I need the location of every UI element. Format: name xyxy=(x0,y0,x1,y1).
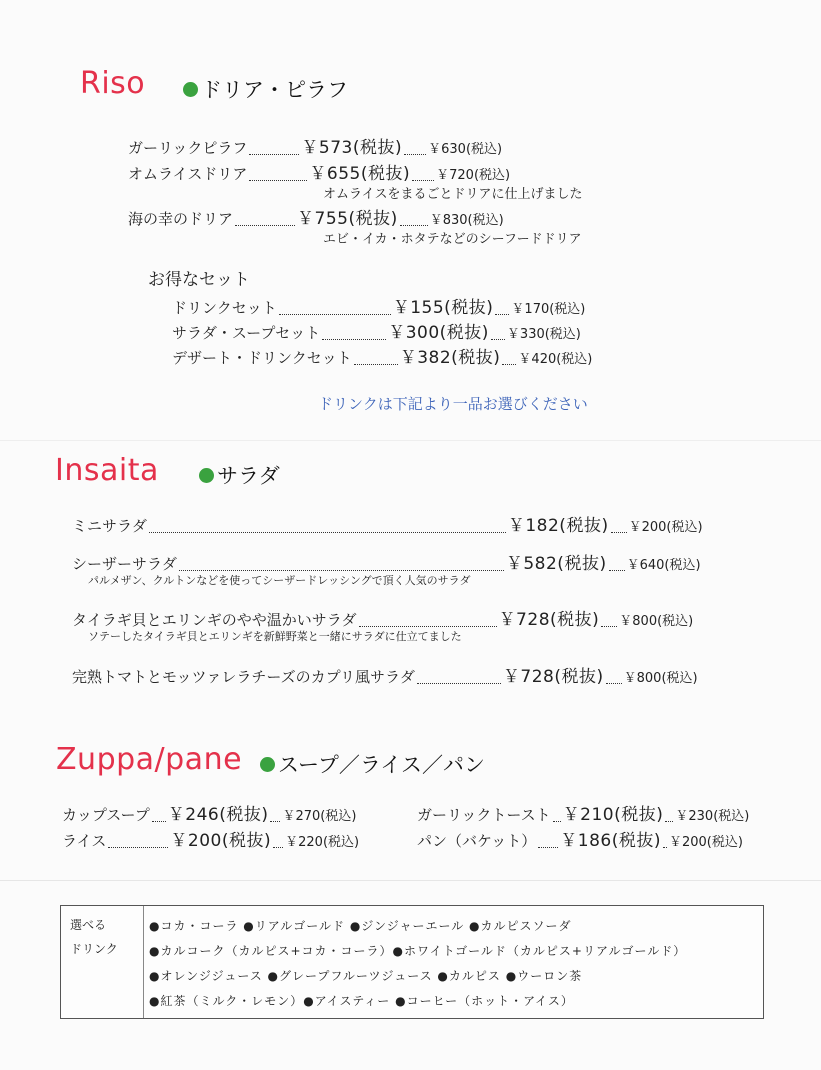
leader-dots xyxy=(249,154,299,155)
item-name: ライス xyxy=(62,832,107,850)
riso-subtitle-text: ドリア・ピラフ xyxy=(201,78,348,102)
item-name: ガーリックトースト xyxy=(417,806,551,824)
price-excl-tax: ￥655(税抜) xyxy=(309,164,411,184)
item-name: 完熟トマトとモッツァレラチーズのカプリ風サラダ xyxy=(72,668,415,686)
price-excl-tax: ￥246(税抜) xyxy=(167,805,269,825)
drink-select-note: ドリンクは下記より一品お選びください xyxy=(318,395,588,413)
drink-list-line: ●紅茶（ミルク・レモン）●アイスティー ●コーヒー（ホット・アイス） xyxy=(149,994,574,1008)
menu-item xyxy=(72,549,701,574)
menu-item xyxy=(128,159,510,184)
price-excl-tax: ￥155(税抜) xyxy=(392,298,494,318)
leader-dots xyxy=(400,225,428,226)
item-name: デザート・ドリンクセット xyxy=(172,349,352,367)
price-excl-tax: ￥210(税抜) xyxy=(562,805,664,825)
price-incl-tax: ￥800(税込) xyxy=(619,614,694,629)
leader-dots xyxy=(412,180,434,181)
menu-item xyxy=(417,800,749,825)
item-description: ソテーしたタイラギ貝とエリンギを新鮮野菜と一緒にサラダに仕立てました xyxy=(88,630,462,643)
price-incl-tax: ￥630(税込) xyxy=(428,142,503,157)
item-name: カップスープ xyxy=(62,806,150,824)
price-incl-tax: ￥170(税込) xyxy=(511,302,586,317)
set-item xyxy=(172,343,592,368)
leader-dots xyxy=(152,821,166,822)
menu-item xyxy=(72,511,703,536)
label-line: ドリンク xyxy=(70,942,118,956)
item-name: 海の幸のドリア xyxy=(128,210,234,228)
item-description: オムライスをまるごとドリアに仕上げました xyxy=(323,187,583,202)
menu-item xyxy=(72,605,693,630)
item-name: シーザーサラダ xyxy=(72,555,177,573)
price-excl-tax: ￥573(税抜) xyxy=(301,138,403,158)
leader-dots xyxy=(354,364,398,365)
item-name: パン（バケット） xyxy=(417,832,537,850)
drink-list-line: ●オレンジジュース ●グレープフルーツジュース ●カルピス ●ウーロン茶 xyxy=(149,969,583,983)
green-dot-icon xyxy=(199,468,214,483)
leader-dots xyxy=(404,154,426,155)
zuppa-subtitle xyxy=(260,749,485,779)
leader-dots xyxy=(108,847,168,848)
item-description: パルメザン、クルトンなどを使ってシーザードレッシングで頂く人気のサラダ xyxy=(88,574,471,587)
zuppa-subtitle-text: スープ／ライス／パン xyxy=(278,753,486,777)
item-description: エビ・イカ・ホタテなどのシーフードドリア xyxy=(323,232,582,247)
insaita-subtitle-text: サラダ xyxy=(217,464,280,488)
menu-item xyxy=(62,826,359,851)
insaita-subtitle xyxy=(199,460,280,490)
price-incl-tax: ￥420(税込) xyxy=(518,352,593,367)
leader-dots xyxy=(665,821,673,822)
drink-list-line: ●カルコーク（カルピス+コカ・コーラ）●ホワイトゴールド（カルピス+リアルゴールド） xyxy=(149,944,687,958)
leader-dots xyxy=(663,847,667,848)
item-name: サラダ・スープセット xyxy=(172,324,321,342)
menu-item xyxy=(62,800,356,825)
leader-dots xyxy=(279,314,391,315)
drink-list-line: ●コカ・コーラ ●リアルゴールド ●ジンジャーエール ●カルピスソーダ xyxy=(149,919,572,933)
item-name: ミニサラダ xyxy=(72,517,147,535)
leader-dots xyxy=(270,821,280,822)
price-excl-tax: ￥382(税抜) xyxy=(399,348,501,368)
set-item xyxy=(172,318,581,343)
leader-dots xyxy=(273,847,283,848)
leader-dots xyxy=(601,626,617,627)
leader-dots xyxy=(359,626,497,627)
leader-dots xyxy=(502,364,516,365)
riso-subtitle xyxy=(183,74,348,104)
green-dot-icon xyxy=(260,757,275,772)
price-incl-tax: ￥830(税込) xyxy=(429,213,504,228)
price-excl-tax: ￥182(税抜) xyxy=(507,516,609,536)
section-divider xyxy=(0,880,821,881)
leader-dots xyxy=(149,532,506,533)
price-excl-tax: ￥582(税抜) xyxy=(505,554,607,574)
section-divider xyxy=(0,440,821,441)
drink-options-table xyxy=(60,905,764,1019)
green-dot-icon xyxy=(183,82,198,97)
price-incl-tax: ￥230(税込) xyxy=(675,809,750,824)
price-incl-tax: ￥200(税込) xyxy=(628,520,703,535)
menu-item xyxy=(128,204,504,229)
insaita-title: Insaita xyxy=(55,453,159,488)
leader-dots xyxy=(235,225,295,226)
price-excl-tax: ￥728(税抜) xyxy=(498,610,600,630)
set-heading: お得なセット xyxy=(148,270,250,290)
leader-dots xyxy=(417,683,501,684)
price-incl-tax: ￥720(税込) xyxy=(436,168,511,183)
menu-item xyxy=(417,826,743,851)
leader-dots xyxy=(495,314,509,315)
leader-dots xyxy=(609,570,625,571)
menu-item xyxy=(72,662,698,687)
price-incl-tax: ￥330(税込) xyxy=(506,327,581,342)
leader-dots xyxy=(611,532,627,533)
price-incl-tax: ￥220(税込) xyxy=(285,835,360,850)
zuppa-title: Zuppa/pane xyxy=(56,742,243,777)
price-excl-tax: ￥755(税抜) xyxy=(297,209,398,229)
set-item xyxy=(172,293,585,318)
leader-dots xyxy=(322,339,386,340)
leader-dots xyxy=(606,683,622,684)
price-excl-tax: ￥200(税抜) xyxy=(170,831,272,851)
price-incl-tax: ￥800(税込) xyxy=(623,671,698,686)
leader-dots xyxy=(538,847,558,848)
item-name: ガーリックピラフ xyxy=(128,139,248,157)
leader-dots xyxy=(553,821,561,822)
price-excl-tax: ￥300(税抜) xyxy=(388,323,489,343)
price-excl-tax: ￥186(税抜) xyxy=(560,831,661,851)
price-excl-tax: ￥728(税抜) xyxy=(502,667,604,687)
menu-item xyxy=(128,133,502,158)
leader-dots xyxy=(491,339,505,340)
label-line: 選べる xyxy=(70,918,107,932)
price-incl-tax: ￥640(税込) xyxy=(626,558,701,573)
price-incl-tax: ￥200(税込) xyxy=(668,835,743,850)
item-name: ドリンクセット xyxy=(172,299,277,317)
item-name: タイラギ貝とエリンギのやや温かいサラダ xyxy=(72,611,357,629)
item-name: オムライスドリア xyxy=(128,165,248,183)
riso-title: Riso xyxy=(80,66,146,101)
leader-dots xyxy=(249,180,307,181)
drink-table-label xyxy=(61,906,144,1018)
leader-dots xyxy=(179,570,504,571)
price-incl-tax: ￥270(税込) xyxy=(282,809,357,824)
